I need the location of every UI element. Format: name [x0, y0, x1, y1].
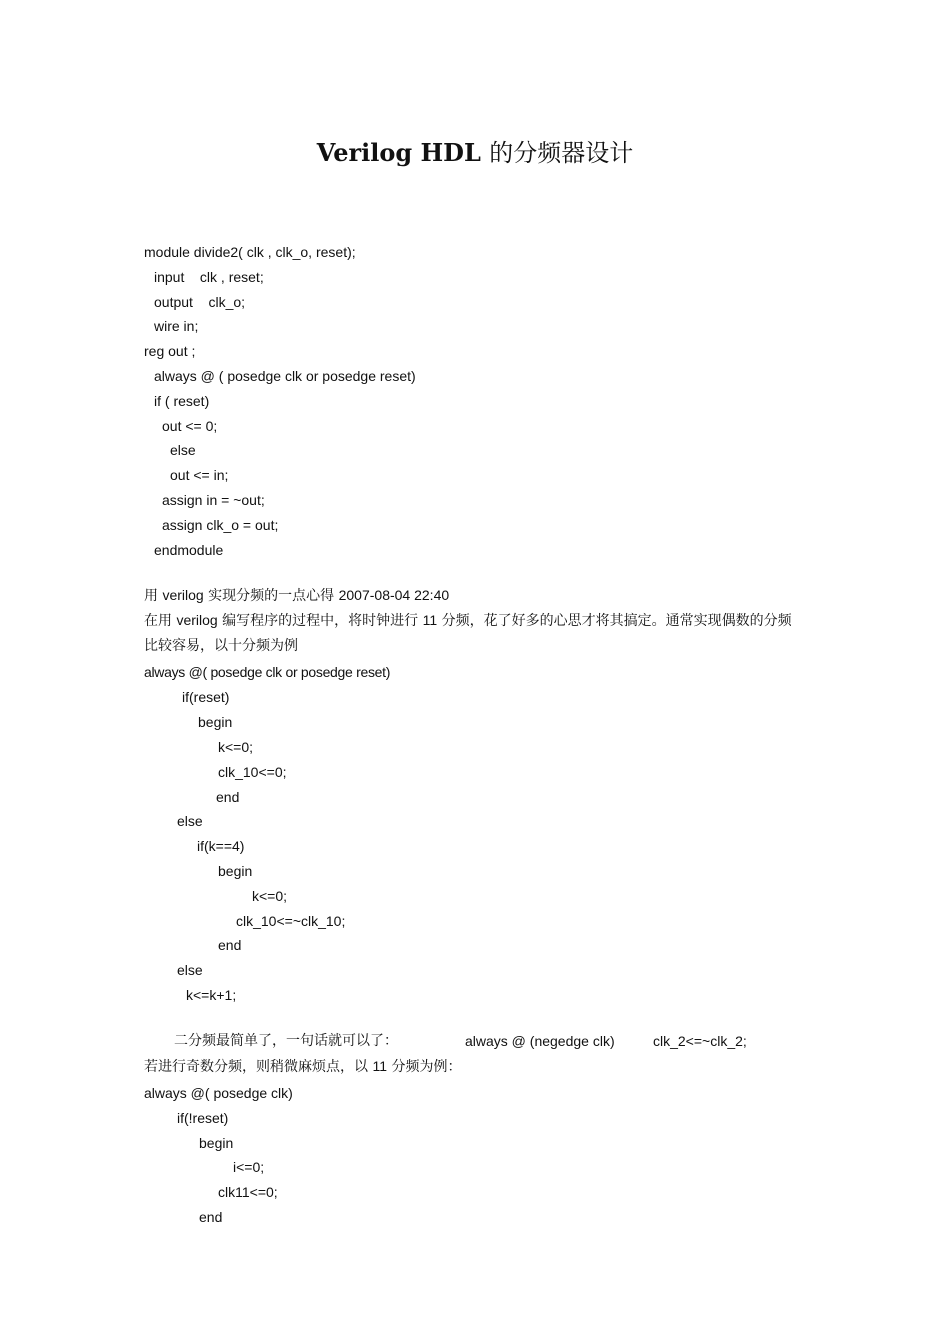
code-line: clk_10<=~clk_10;: [236, 913, 346, 929]
code-line: end: [216, 789, 240, 805]
blog-paragraph-line: 在用 verilog 编写程序的过程中，将时钟进行 11 分频，花了好多的心思才将其搞定。通常实现偶数的分频: [144, 612, 792, 629]
code-line: begin: [199, 1135, 234, 1151]
note-code-a: always @ (negedge clk): [465, 1033, 615, 1049]
code-line: if(k==4): [197, 838, 245, 854]
code-line: clk11<=0;: [218, 1184, 278, 1200]
code-line: module divide2( clk , clk_o, reset);: [144, 244, 356, 260]
code-line: else: [177, 962, 203, 978]
code-line: wire in;: [154, 318, 199, 334]
note-code-b: clk_2<=~clk_2;: [653, 1033, 747, 1049]
code-line: output clk_o;: [154, 294, 246, 310]
code-line: k<=0;: [218, 739, 254, 755]
code-line: end: [199, 1209, 223, 1225]
code-line: always @( posedge clk): [144, 1085, 293, 1101]
code-line: if(reset): [182, 689, 230, 705]
code-line: assign clk_o = out;: [162, 517, 279, 533]
code-line: k<=0;: [252, 888, 288, 904]
code-line: if ( reset): [154, 393, 210, 409]
code-line: if(!reset): [177, 1110, 229, 1126]
code-line: begin: [218, 863, 253, 879]
code-line: assign in = ~out;: [162, 492, 265, 508]
code-line: input clk , reset;: [154, 269, 264, 285]
odd-division-text: 若进行奇数分频，则稍微麻烦点，以 11 分频为例：: [144, 1058, 462, 1075]
blog-heading: 用 verilog 实现分频的一点心得 2007-08-04 22:40: [144, 587, 450, 604]
code-line: reg out ;: [144, 343, 196, 359]
code-line: clk_10<=0;: [218, 764, 287, 780]
code-line: out <= 0;: [162, 418, 218, 434]
code-line: else: [170, 442, 196, 458]
code-line: else: [177, 813, 203, 829]
title-chinese: 的分频器设计: [489, 139, 634, 167]
note-text: 二分频最简单了，一句话就可以了：: [174, 1033, 398, 1049]
blog-paragraph-line: 比较容易，以十分频为例: [144, 638, 298, 654]
code-line: end: [218, 937, 242, 953]
title-latin: Verilog HDL: [316, 138, 481, 167]
page-title: [0, 133, 950, 168]
code-line: endmodule: [154, 542, 224, 558]
code-line: always @ ( posedge clk or posedge reset): [154, 368, 416, 384]
code-line: begin: [198, 714, 233, 730]
code-line: always @( posedge clk or posedge reset): [144, 664, 391, 680]
code-line: k<=k+1;: [186, 987, 237, 1003]
code-line: i<=0;: [233, 1159, 265, 1175]
code-line: out <= in;: [170, 467, 229, 483]
